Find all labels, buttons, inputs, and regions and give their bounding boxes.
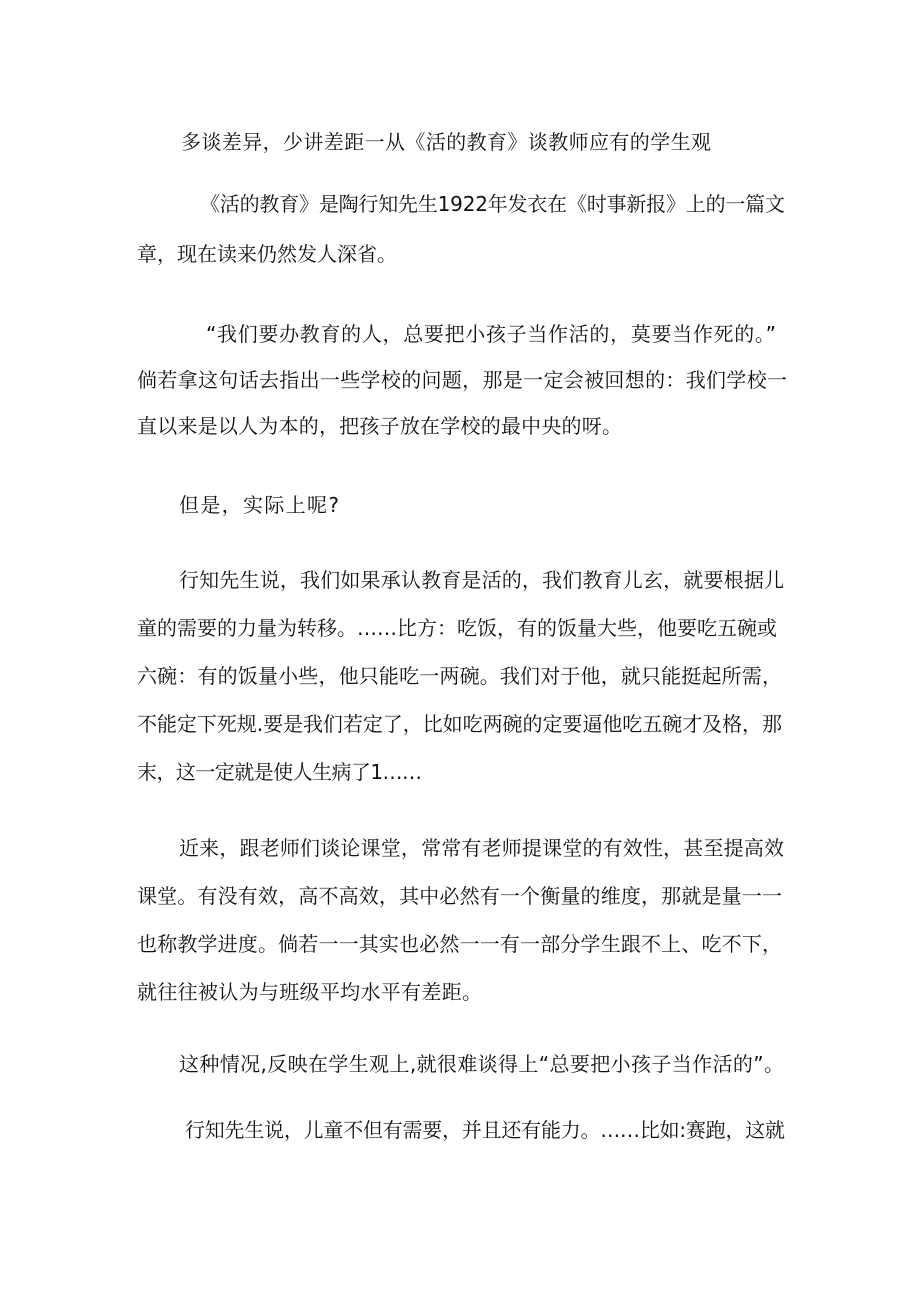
paragraph-line: 直以来是以人为本的，把孩子放在学校的最中央的呀。 [137,414,623,438]
paragraph-line: 行知先生说，儿童不但有需要，并且还有能力。……比如:赛跑，这就 [185,1118,785,1142]
paragraph-line: 但是，实际上呢? [179,493,341,517]
paragraph-line: 就往往被认为与班级平均水平有差距。 [137,980,483,1004]
paragraph-line: 倘若拿这句话去指出一些学校的问题，那是一定会被回想的：我们学校一 [137,368,788,392]
document-title: 多谈差异，少讲差距一从《活的教育》谈教师应有的学生观 [181,130,712,154]
paragraph-line: 行知先生说，我们如果承认教育是活的，我们教育儿玄，就要根据儿 [179,568,785,592]
paragraph-line: 童的需要的力量为转移。……比方：吃饭，有的饭量大些，他要吃五碗或 [137,616,777,640]
paragraph-line: 课堂。有没有效，高不高效，其中必然有一个衡量的维度，那就是量一一 [137,884,783,908]
paragraph-line: 近来，跟老师们谈论课堂，常常有老师提课堂的有效性，甚至提高效 [179,836,785,860]
paragraph-line: 章，现在读来仍然发人深省。 [137,242,397,266]
paragraph-line: 这种情况,反映在学生观上,就很难谈得上“总要把小孩子当作活的”。 [179,1052,785,1076]
paragraph-line: 末，这一定就是使人生病了1…… [137,760,422,784]
paragraph-line: 《活的教育》是陶行知先生1922年发衣在《时事新报》上的一篇文 [200,192,785,216]
paragraph-line: 不能定下死规.要是我们若定了，比如吃两碗的定要逼他吃五碗才及格，那 [137,712,782,736]
paragraph-line: 也称教学进度。倘若一一其实也必然一一有一部分学生跟不上、吃不下， [137,932,783,956]
paragraph-line: 六碗：有的饭量小些，他只能吃一两碗。我们对于他，就只能挺起所需， [137,664,783,688]
paragraph-line: “我们要办教育的人，总要把小孩子当作活的，莫要当作死的。” [206,322,777,346]
